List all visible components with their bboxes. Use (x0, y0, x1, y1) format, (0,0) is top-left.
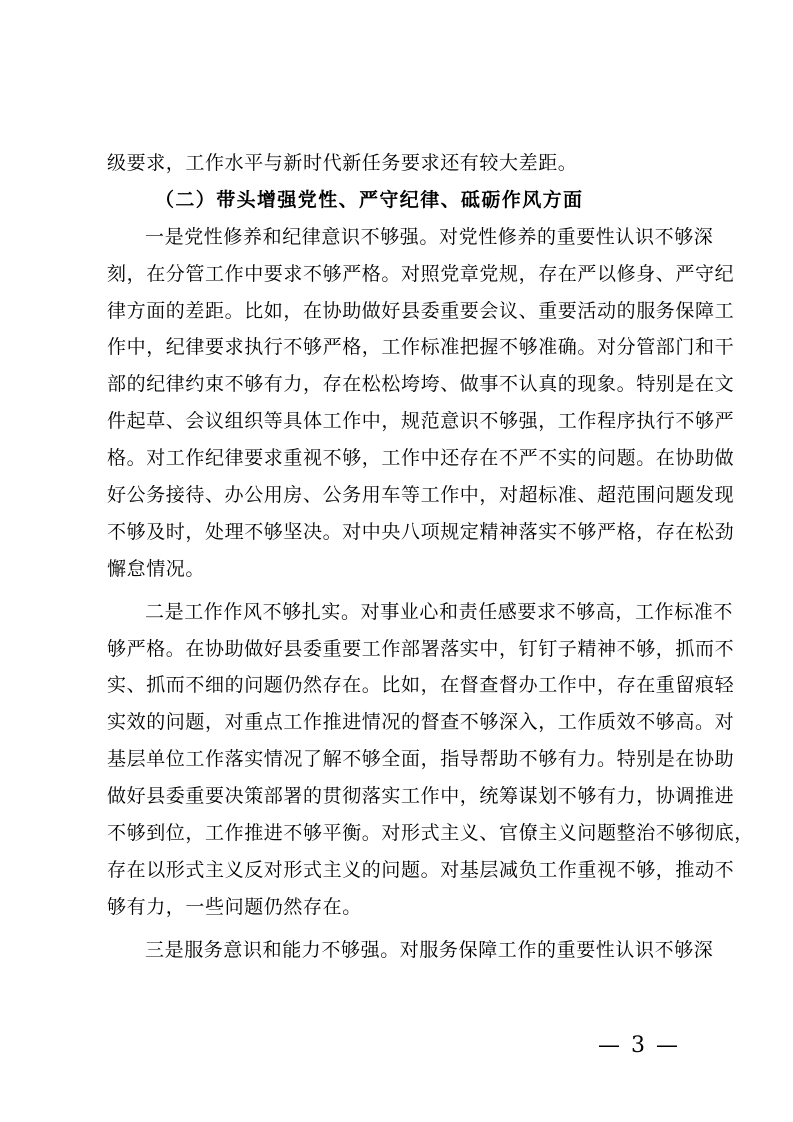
text-line: 存在以形式主义反对形式主义的问题。对基层减负工作重视不够，推动不 (107, 858, 735, 881)
text-line: 做好县委重要决策部署的贯彻落实工作中，统筹谋划不够有力，协调推进 (107, 785, 735, 808)
text-line: 好公务接待、办公用房、公务用车等工作中，对超标准、超范围问题发现 (107, 484, 735, 507)
section-heading: （二）带头增强党性、严守纪律、砥砺作风方面 (155, 188, 584, 211)
text-line: 不够及时，处理不够坚决。对中央八项规定精神落实不够严格，存在松劲 (107, 520, 735, 543)
text-line: 律方面的差距。比如，在协助做好县委重要会议、重要活动的服务保障工 (107, 299, 735, 322)
text-line: 不够到位，工作推进不够平衡。对形式主义、官僚主义问题整治不够彻底， (107, 822, 754, 845)
text-line: 格。对工作纪律要求重视不够，工作中还存在不严不实的问题。在协助做 (107, 447, 735, 470)
text-line: 件起草、会议组织等具体工作中，规范意识不够强，工作程序执行不够严 (107, 410, 735, 433)
text-line: 实、抓而不细的问题仍然存在。比如，在督查督办工作中，存在重留痕轻 (107, 674, 735, 697)
page-number: — 3 — (598, 1033, 680, 1058)
text-line: 懈怠情况。 (107, 557, 206, 580)
paragraph-start-line: 三是服务意识和能力不够强。对服务保障工作的重要性认识不够深 (145, 938, 714, 961)
text-line: 部的纪律约束不够有力，存在松松垮垮、做事不认真的现象。特别是在文 (107, 373, 735, 396)
text-line: 够有力，一些问题仍然存在。 (107, 895, 362, 918)
text-line: 刻，在分管工作中要求不够严格。对照党章党规，存在严以修身、严守纪 (107, 262, 735, 285)
body-text (107, 145, 754, 969)
text-line: 实效的问题，对重点工作推进情况的督查不够深入，工作质效不够高。对 (107, 711, 735, 734)
paragraph-start-line: 二是工作作风不够扎实。对事业心和责任感要求不够高，工作标准不 (145, 600, 734, 623)
text-line: 够严格。在协助做好县委重要工作部署落实中，钉钉子精神不够，抓而不 (107, 637, 735, 660)
paragraph-start-line: 一是党性修养和纪律意识不够强。对党性修养的重要性认识不够深 (145, 225, 714, 248)
text-line: 作中，纪律要求执行不够严格，工作标准把握不够准确。对分管部门和干 (107, 336, 735, 359)
text-line: 级要求，工作水平与新时代新任务要求还有较大差距。 (107, 152, 578, 174)
text-line: 基层单位工作落实情况了解不够全面，指导帮助不够有力。特别是在协助 (107, 748, 735, 771)
